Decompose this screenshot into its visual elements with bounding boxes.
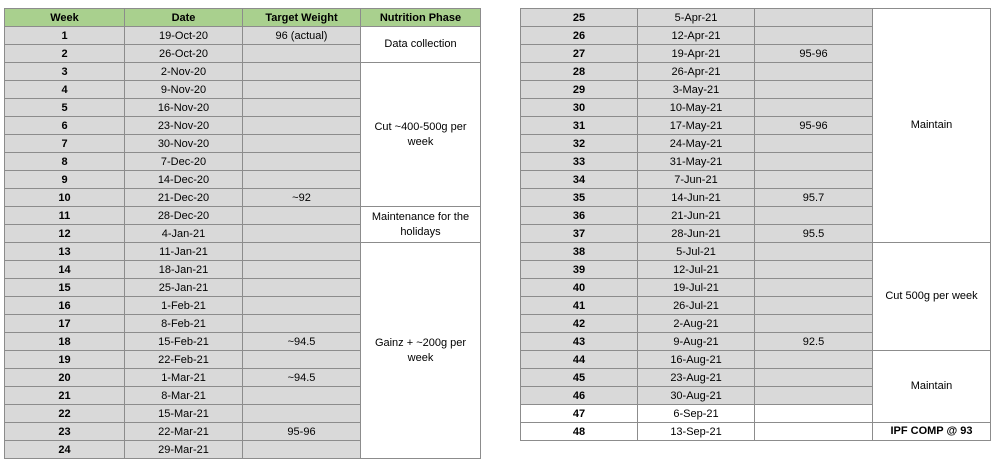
schedule-table-left (4, 8, 481, 459)
week-cell: 10 (5, 189, 125, 207)
table-row (521, 9, 991, 27)
nutrition-phase-cell: Cut 500g per week (873, 243, 991, 351)
date-cell: 24-May-21 (638, 135, 755, 153)
week-cell: 24 (5, 441, 125, 459)
target-weight-cell (755, 135, 873, 153)
target-weight-cell (243, 207, 361, 225)
target-weight-cell (243, 279, 361, 297)
week-cell: 29 (521, 81, 638, 99)
week-cell: 8 (5, 153, 125, 171)
target-weight-cell: 95-96 (755, 45, 873, 63)
target-weight-cell (243, 99, 361, 117)
week-cell: 6 (5, 117, 125, 135)
week-cell: 43 (521, 333, 638, 351)
week-cell: 16 (5, 297, 125, 315)
week-cell: 36 (521, 207, 638, 225)
week-cell: 25 (521, 9, 638, 27)
date-cell: 23-Nov-20 (125, 117, 243, 135)
date-cell: 13-Sep-21 (638, 423, 755, 441)
week-cell: 40 (521, 279, 638, 297)
date-cell: 30-Nov-20 (125, 135, 243, 153)
week-cell: 14 (5, 261, 125, 279)
target-weight-cell (755, 99, 873, 117)
target-weight-cell (755, 405, 873, 423)
target-weight-cell (755, 243, 873, 261)
target-weight-cell (755, 387, 873, 405)
date-cell: 1-Mar-21 (125, 369, 243, 387)
date-cell: 22-Feb-21 (125, 351, 243, 369)
week-cell: 41 (521, 297, 638, 315)
nutrition-phase-cell: Cut ~400-500g per week (361, 63, 481, 207)
target-weight-cell (243, 171, 361, 189)
date-cell: 26-Oct-20 (125, 45, 243, 63)
target-weight-cell: 96 (actual) (243, 27, 361, 45)
week-cell: 13 (5, 243, 125, 261)
date-cell: 18-Jan-21 (125, 261, 243, 279)
week-cell: 32 (521, 135, 638, 153)
nutrition-phase-cell: Maintenance for the holidays (361, 207, 481, 243)
date-cell: 8-Mar-21 (125, 387, 243, 405)
target-weight-cell (243, 45, 361, 63)
header-row (5, 9, 481, 27)
week-header: Week (5, 9, 125, 27)
week-cell: 19 (5, 351, 125, 369)
nutrition-phase-header: Nutrition Phase (361, 9, 481, 27)
week-cell: 17 (5, 315, 125, 333)
week-cell: 42 (521, 315, 638, 333)
table-row (521, 423, 991, 441)
target-weight-cell (243, 225, 361, 243)
date-cell: 19-Jul-21 (638, 279, 755, 297)
target-weight-cell: 95-96 (243, 423, 361, 441)
week-cell: 37 (521, 225, 638, 243)
target-weight-cell: 95.7 (755, 189, 873, 207)
target-weight-cell (755, 315, 873, 333)
week-cell: 22 (5, 405, 125, 423)
week-cell: 7 (5, 135, 125, 153)
date-header: Date (125, 9, 243, 27)
target-weight-cell: 95.5 (755, 225, 873, 243)
target-weight-cell (243, 315, 361, 333)
target-weight-header: Target Weight (243, 9, 361, 27)
date-cell: 9-Nov-20 (125, 81, 243, 99)
target-weight-cell (243, 153, 361, 171)
target-weight-cell (243, 243, 361, 261)
date-cell: 2-Aug-21 (638, 315, 755, 333)
date-cell: 28-Dec-20 (125, 207, 243, 225)
week-cell: 31 (521, 117, 638, 135)
target-weight-cell (243, 81, 361, 99)
table-row (521, 243, 991, 261)
date-cell: 1-Feb-21 (125, 297, 243, 315)
date-cell: 15-Feb-21 (125, 333, 243, 351)
week-cell: 34 (521, 171, 638, 189)
date-cell: 29-Mar-21 (125, 441, 243, 459)
target-weight-cell (243, 135, 361, 153)
target-weight-cell (755, 261, 873, 279)
date-cell: 4-Jan-21 (125, 225, 243, 243)
table-row (5, 27, 481, 45)
week-cell: 20 (5, 369, 125, 387)
date-cell: 5-Jul-21 (638, 243, 755, 261)
target-weight-cell (755, 279, 873, 297)
target-weight-cell (243, 441, 361, 459)
week-cell: 35 (521, 189, 638, 207)
target-weight-cell (243, 261, 361, 279)
target-weight-cell: ~94.5 (243, 333, 361, 351)
date-cell: 28-Jun-21 (638, 225, 755, 243)
week-cell: 47 (521, 405, 638, 423)
date-cell: 23-Aug-21 (638, 369, 755, 387)
date-cell: 11-Jan-21 (125, 243, 243, 261)
target-weight-cell (755, 297, 873, 315)
target-weight-cell: ~94.5 (243, 369, 361, 387)
week-cell: 28 (521, 63, 638, 81)
target-weight-cell (755, 63, 873, 81)
target-weight-cell (755, 423, 873, 441)
target-weight-cell (755, 9, 873, 27)
date-cell: 31-May-21 (638, 153, 755, 171)
date-cell: 5-Apr-21 (638, 9, 755, 27)
date-cell: 21-Dec-20 (125, 189, 243, 207)
date-cell: 26-Jul-21 (638, 297, 755, 315)
week-cell: 44 (521, 351, 638, 369)
date-cell: 16-Nov-20 (125, 99, 243, 117)
table-row (5, 243, 481, 261)
week-cell: 39 (521, 261, 638, 279)
nutrition-phase-cell: Maintain (873, 9, 991, 243)
date-cell: 26-Apr-21 (638, 63, 755, 81)
date-cell: 7-Dec-20 (125, 153, 243, 171)
date-cell: 19-Oct-20 (125, 27, 243, 45)
nutrition-phase-cell: Maintain (873, 351, 991, 423)
target-weight-cell: ~92 (243, 189, 361, 207)
week-cell: 21 (5, 387, 125, 405)
date-cell: 22-Mar-21 (125, 423, 243, 441)
nutrition-phase-cell: IPF COMP @ 93 (873, 423, 991, 441)
schedule-table-right (520, 8, 991, 441)
date-cell: 16-Aug-21 (638, 351, 755, 369)
week-cell: 12 (5, 225, 125, 243)
week-cell: 46 (521, 387, 638, 405)
week-cell: 48 (521, 423, 638, 441)
week-cell: 38 (521, 243, 638, 261)
week-cell: 18 (5, 333, 125, 351)
target-weight-cell (755, 351, 873, 369)
week-cell: 3 (5, 63, 125, 81)
week-cell: 1 (5, 27, 125, 45)
date-cell: 25-Jan-21 (125, 279, 243, 297)
week-cell: 23 (5, 423, 125, 441)
week-cell: 33 (521, 153, 638, 171)
target-weight-cell (755, 171, 873, 189)
date-cell: 30-Aug-21 (638, 387, 755, 405)
week-cell: 45 (521, 369, 638, 387)
date-cell: 9-Aug-21 (638, 333, 755, 351)
date-cell: 17-May-21 (638, 117, 755, 135)
target-weight-cell (755, 153, 873, 171)
table-row (5, 207, 481, 225)
target-weight-cell: 95-96 (755, 117, 873, 135)
nutrition-phase-cell: Data collection (361, 27, 481, 63)
target-weight-cell: 92.5 (755, 333, 873, 351)
date-cell: 15-Mar-21 (125, 405, 243, 423)
date-cell: 3-May-21 (638, 81, 755, 99)
week-cell: 5 (5, 99, 125, 117)
target-weight-cell (243, 405, 361, 423)
table-row (521, 351, 991, 369)
target-weight-cell (755, 81, 873, 99)
target-weight-cell (755, 27, 873, 45)
week-cell: 2 (5, 45, 125, 63)
target-weight-cell (243, 117, 361, 135)
week-cell: 26 (521, 27, 638, 45)
date-cell: 7-Jun-21 (638, 171, 755, 189)
nutrition-phase-cell: Gainz + ~200g per week (361, 243, 481, 459)
date-cell: 6-Sep-21 (638, 405, 755, 423)
target-weight-cell (243, 351, 361, 369)
week-cell: 9 (5, 171, 125, 189)
date-cell: 2-Nov-20 (125, 63, 243, 81)
date-cell: 8-Feb-21 (125, 315, 243, 333)
target-weight-cell (243, 297, 361, 315)
date-cell: 12-Jul-21 (638, 261, 755, 279)
date-cell: 14-Dec-20 (125, 171, 243, 189)
date-cell: 10-May-21 (638, 99, 755, 117)
week-cell: 15 (5, 279, 125, 297)
week-cell: 27 (521, 45, 638, 63)
date-cell: 12-Apr-21 (638, 27, 755, 45)
target-weight-cell (755, 369, 873, 387)
table-row (5, 63, 481, 81)
date-cell: 19-Apr-21 (638, 45, 755, 63)
target-weight-cell (243, 63, 361, 81)
date-cell: 14-Jun-21 (638, 189, 755, 207)
target-weight-cell (755, 207, 873, 225)
week-cell: 30 (521, 99, 638, 117)
date-cell: 21-Jun-21 (638, 207, 755, 225)
week-cell: 11 (5, 207, 125, 225)
week-cell: 4 (5, 81, 125, 99)
target-weight-cell (243, 387, 361, 405)
